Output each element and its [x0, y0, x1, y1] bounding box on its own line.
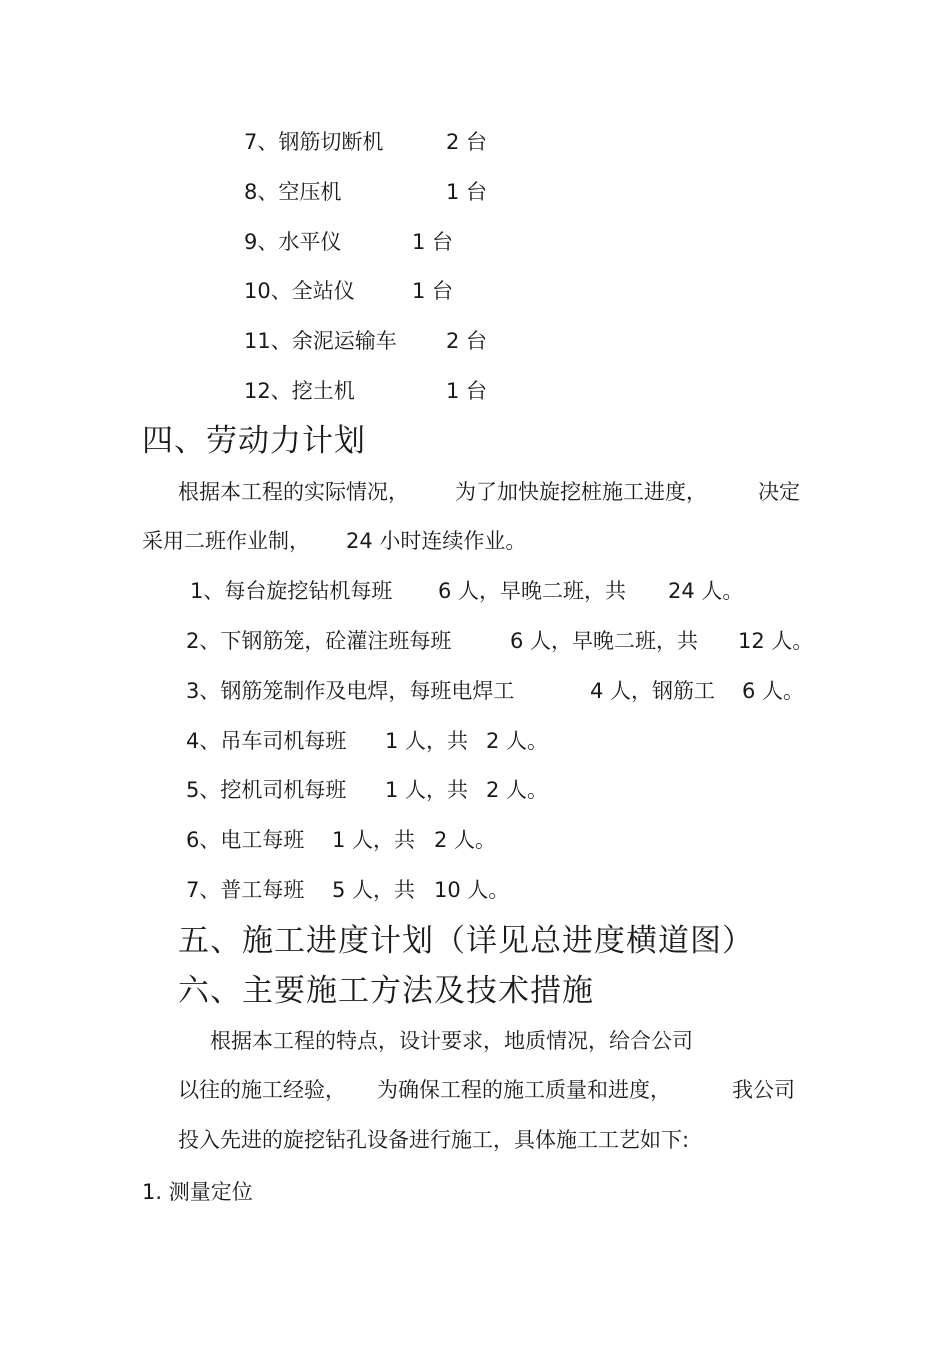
section-4-heading: 四、劳动力计划: [142, 423, 366, 459]
labor-text: 6、电工每班: [186, 828, 305, 852]
intro-text: 24 小时连续作业。: [346, 529, 527, 553]
equipment-name: 9、水平仪: [244, 230, 342, 254]
section-6-heading: 六、主要施工方法及技术措施: [178, 973, 594, 1009]
equipment-qty: 1 台: [446, 180, 488, 204]
paragraph-text: 以往的施工经验，: [178, 1078, 346, 1102]
labor-text: 2 人。: [486, 778, 549, 802]
labor-text: 5 人，共: [332, 878, 416, 902]
section-6-paragraph-line: 投入先进的旋挖钻孔设备进行施工，具体施工工艺如下:: [178, 1128, 690, 1152]
labor-text: 6 人。: [742, 679, 805, 703]
labor-text: 12 人。: [738, 629, 814, 653]
section-6-paragraph-line: 根据本工程的特点，设计要求，地质情况，给合公司: [210, 1029, 693, 1053]
labor-text: 1 人，共: [385, 729, 469, 753]
intro-text: 为了加快旋挖桩施工进度，: [455, 480, 707, 504]
labor-text: 2、下钢筋笼，砼灌注班每班: [186, 629, 452, 653]
equipment-name: 10、全站仪: [244, 279, 355, 303]
equipment-qty: 2 台: [446, 130, 488, 154]
labor-text: 3、钢筋笼制作及电焊，每班电焊工: [186, 679, 515, 703]
intro-text: 采用二班作业制，: [142, 529, 310, 553]
intro-text: 根据本工程的实际情况，: [178, 480, 409, 504]
equipment-name: 12、挖土机: [244, 379, 355, 403]
labor-text: 10 人。: [434, 878, 510, 902]
labor-text: 1 人，共: [332, 828, 416, 852]
labor-text: 24 人。: [668, 579, 744, 603]
equipment-name: 7、钢筋切断机: [244, 130, 384, 154]
equipment-qty: 1 台: [412, 279, 454, 303]
labor-text: 2 人。: [434, 828, 497, 852]
labor-text: 6 人，早晚二班，共: [438, 579, 627, 603]
labor-text: 4 人，钢筋工: [590, 679, 716, 703]
paragraph-text: 我公司: [732, 1078, 795, 1102]
paragraph-text: 为确保工程的施工质量和进度，: [377, 1078, 671, 1102]
equipment-name: 11、余泥运输车: [244, 329, 397, 353]
labor-text: 4、吊车司机每班: [186, 729, 347, 753]
labor-text: 6 人，早晚二班，共: [510, 629, 699, 653]
equipment-name: 8、空压机: [244, 180, 342, 204]
intro-text: 决定: [758, 480, 800, 504]
labor-text: 2 人。: [486, 729, 549, 753]
subsection-heading: 1. 测量定位: [142, 1180, 253, 1204]
equipment-qty: 1 台: [412, 230, 454, 254]
labor-text: 1 人，共: [385, 778, 469, 802]
labor-text: 7、普工每班: [186, 878, 305, 902]
equipment-qty: 1 台: [446, 379, 488, 403]
labor-text: 1、每台旋挖钻机每班: [190, 579, 393, 603]
labor-text: 5、挖机司机每班: [186, 778, 347, 802]
equipment-qty: 2 台: [446, 329, 488, 353]
section-5-heading: 五、施工进度计划（详见总进度横道图）: [178, 923, 754, 959]
